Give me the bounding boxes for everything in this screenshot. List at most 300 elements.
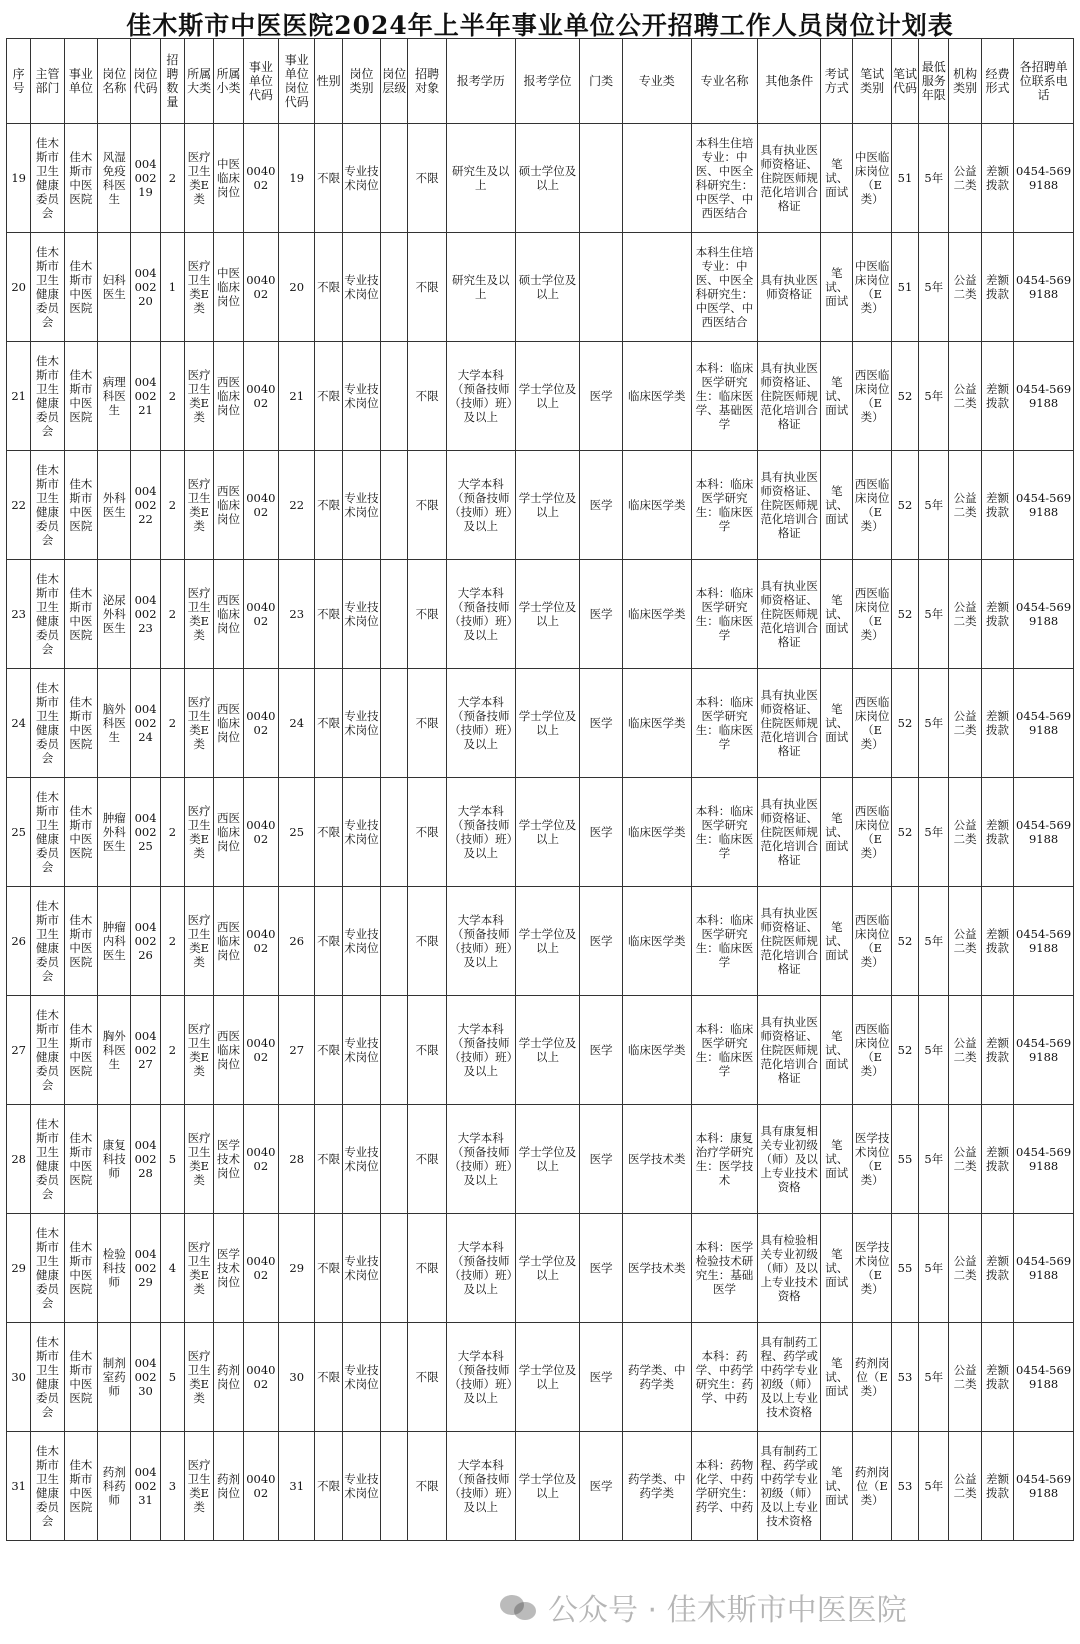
- column-header: 考试方式: [821, 39, 853, 124]
- table-row: [7, 451, 1074, 560]
- table-cell: 2: [160, 342, 184, 451]
- table-cell: 004002: [243, 887, 278, 996]
- table-cell: 佳木斯市卫生健康委员会: [31, 1323, 64, 1432]
- table-body: [7, 124, 1074, 1541]
- table-cell: 硕士学位及以上: [515, 124, 580, 233]
- table-cell: 52: [891, 996, 918, 1105]
- table-row: [7, 887, 1074, 996]
- column-header: 主管部门: [31, 39, 64, 124]
- table-cell: 大学本科（预备技师（技师）班）及以上: [446, 778, 515, 887]
- table-cell: 004002: [243, 778, 278, 887]
- table-cell: 佳木斯市中医医院: [64, 669, 97, 778]
- table-cell: 不限: [408, 342, 446, 451]
- table-cell: 研究生及以上: [446, 124, 515, 233]
- table-cell: 004002: [243, 1105, 278, 1214]
- table-cell: 学士学位及以上: [515, 1432, 580, 1541]
- table-cell: 0454-5699188: [1014, 124, 1074, 233]
- table-cell: 具有执业医师资格证、住院医师规范化培训合格证: [758, 778, 821, 887]
- table-cell: 西医临床岗位（E类）: [853, 996, 891, 1105]
- table-cell: 临床医学类: [622, 342, 691, 451]
- table-cell: 笔试、面试: [821, 1105, 853, 1214]
- table-cell: 学士学位及以上: [515, 1105, 580, 1214]
- table-cell: 医疗卫生类E类: [184, 233, 213, 342]
- table-cell: 不限: [408, 669, 446, 778]
- table-cell: 医疗卫生类E类: [184, 887, 213, 996]
- table-cell: 佳木斯市中医医院: [64, 233, 97, 342]
- table-cell: 本科：临床医学研究生：临床医学: [691, 887, 758, 996]
- table-cell: 本科：临床医学研究生：临床医学、基础医学: [691, 342, 758, 451]
- table-cell: 学士学位及以上: [515, 1214, 580, 1323]
- table-cell: 笔试、面试: [821, 778, 853, 887]
- table-cell: 5年: [919, 342, 949, 451]
- table-cell: 不限: [315, 233, 342, 342]
- table-cell: 笔试、面试: [821, 451, 853, 560]
- table-cell: 专业技术岗位: [342, 560, 380, 669]
- table-cell: 不限: [408, 1105, 446, 1214]
- table-cell: 学士学位及以上: [515, 996, 580, 1105]
- table-cell: 不限: [315, 778, 342, 887]
- table-cell: 公益二类: [949, 451, 981, 560]
- table-cell: 差额拨款: [981, 996, 1013, 1105]
- table-cell: 0454-5699188: [1014, 1323, 1074, 1432]
- table-cell: [580, 124, 622, 233]
- table-cell: 差额拨款: [981, 560, 1013, 669]
- table-cell: 22: [279, 451, 315, 560]
- table-cell: 52: [891, 342, 918, 451]
- table-cell: 笔试、面试: [821, 669, 853, 778]
- table-cell: 00400228: [131, 1105, 160, 1214]
- table-cell: 佳木斯市中医医院: [64, 1105, 97, 1214]
- table-cell: 23: [279, 560, 315, 669]
- table-cell: 53: [891, 1432, 918, 1541]
- table-cell: 佳木斯市卫生健康委员会: [31, 1214, 64, 1323]
- table-cell: 28: [7, 1105, 31, 1214]
- table-cell: 24: [7, 669, 31, 778]
- table-cell: 55: [891, 1105, 918, 1214]
- wechat-logo-icon: [500, 1593, 538, 1621]
- table-cell: 医学技术类: [622, 1105, 691, 1214]
- table-cell: 专业技术岗位: [342, 778, 380, 887]
- table-cell: 31: [279, 1432, 315, 1541]
- table-cell: 佳木斯市卫生健康委员会: [31, 233, 64, 342]
- table-cell: 55: [891, 1214, 918, 1323]
- column-header: 事业单位代码: [243, 39, 278, 124]
- table-cell: 学士学位及以上: [515, 451, 580, 560]
- table-cell: 具有执业医师资格证、住院医师规范化培训合格证: [758, 124, 821, 233]
- table-cell: [381, 451, 408, 560]
- table-cell: 5: [160, 1105, 184, 1214]
- column-header: 事业单位岗位代码: [279, 39, 315, 124]
- table-cell: 00400219: [131, 124, 160, 233]
- table-cell: 0454-5699188: [1014, 560, 1074, 669]
- table-cell: 佳木斯市卫生健康委员会: [31, 342, 64, 451]
- column-header: 各招聘单位联系电话: [1014, 39, 1074, 124]
- table-cell: 公益二类: [949, 1105, 981, 1214]
- table-cell: 大学本科（预备技师（技师）班）及以上: [446, 887, 515, 996]
- table-cell: 差额拨款: [981, 233, 1013, 342]
- table-cell: 公益二类: [949, 1214, 981, 1323]
- table-cell: 药剂岗位: [214, 1323, 243, 1432]
- table-cell: 具有制药工程、药学或中药学专业初级（师）及以上专业技术资格: [758, 1323, 821, 1432]
- table-cell: 医疗卫生类E类: [184, 1105, 213, 1214]
- table-cell: 医学: [580, 996, 622, 1105]
- table-cell: [622, 124, 691, 233]
- table-cell: 医疗卫生类E类: [184, 778, 213, 887]
- table-cell: 2: [160, 669, 184, 778]
- column-header: 性别: [315, 39, 342, 124]
- table-cell: 学士学位及以上: [515, 1323, 580, 1432]
- table-cell: [381, 887, 408, 996]
- table-cell: 临床医学类: [622, 778, 691, 887]
- column-header: 招聘对象: [408, 39, 446, 124]
- table-cell: 佳木斯市中医医院: [64, 342, 97, 451]
- table-cell: 医疗卫生类E类: [184, 669, 213, 778]
- table-cell: 具有执业医师资格证: [758, 233, 821, 342]
- table-cell: 25: [7, 778, 31, 887]
- table-cell: 具有执业医师资格证、住院医师规范化培训合格证: [758, 560, 821, 669]
- table-row: [7, 996, 1074, 1105]
- table-cell: 本科：临床医学研究生：临床医学: [691, 451, 758, 560]
- table-cell: 公益二类: [949, 778, 981, 887]
- table-cell: 5年: [919, 669, 949, 778]
- table-cell: 医学技术岗位: [214, 1105, 243, 1214]
- table-cell: 0454-5699188: [1014, 669, 1074, 778]
- page-title: 佳木斯市中医医院2024年上半年事业单位公开招聘工作人员岗位计划表: [126, 11, 954, 40]
- table-cell: 24: [279, 669, 315, 778]
- column-header: 所属小类: [214, 39, 243, 124]
- table-cell: 52: [891, 669, 918, 778]
- table-cell: 公益二类: [949, 1432, 981, 1541]
- table-cell: 专业技术岗位: [342, 451, 380, 560]
- table-cell: 00400231: [131, 1432, 160, 1541]
- table-cell: 不限: [315, 669, 342, 778]
- table-cell: 本科：药学、中药学研究生：药学、中药: [691, 1323, 758, 1432]
- table-cell: 21: [7, 342, 31, 451]
- column-header: 事业单位: [64, 39, 97, 124]
- table-cell: 药学类、中药学类: [622, 1432, 691, 1541]
- table-cell: 29: [7, 1214, 31, 1323]
- table-cell: 30: [7, 1323, 31, 1432]
- table-cell: 0454-5699188: [1014, 887, 1074, 996]
- table-cell: 1: [160, 233, 184, 342]
- table-cell: 专业技术岗位: [342, 887, 380, 996]
- table-cell: 大学本科（预备技师（技师）班）及以上: [446, 560, 515, 669]
- table-cell: 佳木斯市中医医院: [64, 451, 97, 560]
- table-cell: 制剂室药师: [98, 1323, 131, 1432]
- watermark-text: 公众号 · 佳木斯市中医医院: [548, 1593, 907, 1628]
- table-cell: 佳木斯市卫生健康委员会: [31, 996, 64, 1105]
- table-cell: 专业技术岗位: [342, 233, 380, 342]
- table-cell: 5年: [919, 451, 949, 560]
- column-header: 报考学历: [446, 39, 515, 124]
- table-cell: 20: [279, 233, 315, 342]
- table-cell: 硕士学位及以上: [515, 233, 580, 342]
- table-row: [7, 124, 1074, 233]
- table-cell: 西医临床岗位: [214, 887, 243, 996]
- table-cell: [381, 124, 408, 233]
- table-cell: 具有执业医师资格证、住院医师规范化培训合格证: [758, 342, 821, 451]
- table-cell: 不限: [408, 1214, 446, 1323]
- watermark: [500, 1585, 907, 1629]
- table-cell: 0454-5699188: [1014, 342, 1074, 451]
- column-header: 经费形式: [981, 39, 1013, 124]
- table-cell: 佳木斯市卫生健康委员会: [31, 887, 64, 996]
- table-cell: 不限: [408, 1323, 446, 1432]
- table-cell: 公益二类: [949, 560, 981, 669]
- table-cell: 30: [279, 1323, 315, 1432]
- table-cell: 差额拨款: [981, 1323, 1013, 1432]
- table-cell: [381, 233, 408, 342]
- table-cell: 西医临床岗位（E类）: [853, 342, 891, 451]
- column-header: 岗位类别: [342, 39, 380, 124]
- table-cell: 2: [160, 451, 184, 560]
- table-cell: 具有执业医师资格证、住院医师规范化培训合格证: [758, 996, 821, 1105]
- table-cell: 5年: [919, 1105, 949, 1214]
- table-cell: 医学: [580, 1432, 622, 1541]
- table-cell: 临床医学类: [622, 451, 691, 560]
- table-cell: 公益二类: [949, 887, 981, 996]
- table-cell: 00400224: [131, 669, 160, 778]
- table-cell: 公益二类: [949, 996, 981, 1105]
- table-cell: 医疗卫生类E类: [184, 1323, 213, 1432]
- table-cell: 笔试、面试: [821, 1323, 853, 1432]
- table-cell: 00400222: [131, 451, 160, 560]
- table-cell: 不限: [408, 887, 446, 996]
- table-cell: 不限: [315, 1432, 342, 1541]
- table-cell: 5年: [919, 233, 949, 342]
- table-cell: 学士学位及以上: [515, 778, 580, 887]
- table-cell: 差额拨款: [981, 124, 1013, 233]
- table-row: [7, 233, 1074, 342]
- table-cell: 医学技术岗位（E类）: [853, 1214, 891, 1323]
- table-cell: 药剂岗位: [214, 1432, 243, 1541]
- table-cell: 西医临床岗位（E类）: [853, 669, 891, 778]
- table-cell: 52: [891, 451, 918, 560]
- table-cell: 不限: [408, 996, 446, 1105]
- table-cell: 西医临床岗位（E类）: [853, 778, 891, 887]
- table-cell: 21: [279, 342, 315, 451]
- table-cell: 差额拨款: [981, 669, 1013, 778]
- table-cell: 2: [160, 124, 184, 233]
- column-header: 所属大类: [184, 39, 213, 124]
- column-header: 笔试类别: [853, 39, 891, 124]
- table-cell: 具有执业医师资格证、住院医师规范化培训合格证: [758, 887, 821, 996]
- table-cell: 临床医学类: [622, 996, 691, 1105]
- table-cell: 西医临床岗位: [214, 451, 243, 560]
- table-cell: 004002: [243, 669, 278, 778]
- table-cell: 5年: [919, 1323, 949, 1432]
- column-header: 报考学位: [515, 39, 580, 124]
- table-cell: [381, 1323, 408, 1432]
- table-cell: 佳木斯市中医医院: [64, 887, 97, 996]
- table-cell: 不限: [315, 342, 342, 451]
- table-cell: 医学: [580, 778, 622, 887]
- table-cell: 5年: [919, 996, 949, 1105]
- table-cell: 具有康复相关专业初级（师）及以上专业技术资格: [758, 1105, 821, 1214]
- table-cell: 本科：临床医学研究生：临床医学: [691, 669, 758, 778]
- table-cell: 笔试、面试: [821, 1214, 853, 1323]
- table-cell: 佳木斯市卫生健康委员会: [31, 560, 64, 669]
- table-cell: 药学类、中药学类: [622, 1323, 691, 1432]
- table-cell: 佳木斯市中医医院: [64, 996, 97, 1105]
- table-cell: 公益二类: [949, 669, 981, 778]
- table-cell: 004002: [243, 233, 278, 342]
- table-cell: 风湿免疫科医生: [98, 124, 131, 233]
- table-cell: 西医临床岗位（E类）: [853, 887, 891, 996]
- table-cell: 专业技术岗位: [342, 1432, 380, 1541]
- table-cell: 52: [891, 887, 918, 996]
- table-cell: [381, 560, 408, 669]
- column-header: 招聘数量: [160, 39, 184, 124]
- table-cell: 肿瘤内科医生: [98, 887, 131, 996]
- table-cell: 00400227: [131, 996, 160, 1105]
- table-cell: 差额拨款: [981, 1214, 1013, 1323]
- table-cell: 29: [279, 1214, 315, 1323]
- table-cell: 不限: [315, 1105, 342, 1214]
- table-cell: 00400229: [131, 1214, 160, 1323]
- table-cell: 笔试、面试: [821, 887, 853, 996]
- table-cell: 不限: [315, 560, 342, 669]
- table-cell: 临床医学类: [622, 887, 691, 996]
- table-cell: 51: [891, 233, 918, 342]
- table-cell: [381, 996, 408, 1105]
- table-cell: 22: [7, 451, 31, 560]
- table-cell: 53: [891, 1323, 918, 1432]
- table-cell: 医学: [580, 451, 622, 560]
- table-cell: 004002: [243, 996, 278, 1105]
- table-cell: [381, 1214, 408, 1323]
- recruitment-plan-table: [6, 38, 1074, 1541]
- table-cell: 本科：临床医学研究生：临床医学: [691, 560, 758, 669]
- column-header: 专业类: [622, 39, 691, 124]
- table-cell: 26: [279, 887, 315, 996]
- table-cell: 5年: [919, 887, 949, 996]
- table-cell: 0454-5699188: [1014, 451, 1074, 560]
- table-cell: 23: [7, 560, 31, 669]
- table-cell: 2: [160, 560, 184, 669]
- table-cell: 26: [7, 887, 31, 996]
- table-cell: 泌尿外科医生: [98, 560, 131, 669]
- table-cell: 肿瘤外科医生: [98, 778, 131, 887]
- table-cell: 2: [160, 887, 184, 996]
- table-cell: 佳木斯市卫生健康委员会: [31, 1432, 64, 1541]
- table-cell: [381, 669, 408, 778]
- table-row: [7, 342, 1074, 451]
- table-cell: 脑外科医生: [98, 669, 131, 778]
- column-header: 专业名称: [691, 39, 758, 124]
- table-cell: 004002: [243, 1323, 278, 1432]
- table-cell: 学士学位及以上: [515, 560, 580, 669]
- table-cell: 31: [7, 1432, 31, 1541]
- table-cell: 3: [160, 1432, 184, 1541]
- table-cell: 5年: [919, 1432, 949, 1541]
- table-cell: 004002: [243, 451, 278, 560]
- table-cell: 临床医学类: [622, 669, 691, 778]
- table-cell: 笔试、面试: [821, 560, 853, 669]
- table-cell: 佳木斯市卫生健康委员会: [31, 124, 64, 233]
- column-header: 门类: [580, 39, 622, 124]
- table-cell: 19: [279, 124, 315, 233]
- table-cell: 不限: [315, 1323, 342, 1432]
- table-cell: 妇科医生: [98, 233, 131, 342]
- table-cell: 大学本科（预备技师（技师）班）及以上: [446, 996, 515, 1105]
- table-cell: 学士学位及以上: [515, 669, 580, 778]
- table-row: [7, 669, 1074, 778]
- table-cell: 0454-5699188: [1014, 996, 1074, 1105]
- table-cell: 医疗卫生类E类: [184, 124, 213, 233]
- column-header: 岗位代码: [131, 39, 160, 124]
- table-cell: 临床医学类: [622, 560, 691, 669]
- table-header-row: [7, 39, 1074, 124]
- table-cell: 康复科技师: [98, 1105, 131, 1214]
- table-cell: 专业技术岗位: [342, 124, 380, 233]
- table-cell: 公益二类: [949, 1323, 981, 1432]
- column-header: 岗位名称: [98, 39, 131, 124]
- table-cell: 不限: [315, 1214, 342, 1323]
- table-cell: 具有制药工程、药学或中药学专业初级（师）及以上专业技术资格: [758, 1432, 821, 1541]
- table-cell: 西医临床岗位: [214, 669, 243, 778]
- table-cell: 中医临床岗位: [214, 233, 243, 342]
- column-header: 岗位层级: [381, 39, 408, 124]
- table-cell: 00400223: [131, 560, 160, 669]
- table-cell: 中医临床岗位（E类）: [853, 124, 891, 233]
- table-cell: [381, 1432, 408, 1541]
- table-cell: 19: [7, 124, 31, 233]
- table-cell: 中医临床岗位（E类）: [853, 233, 891, 342]
- table-cell: 佳木斯市中医医院: [64, 560, 97, 669]
- table-cell: 胸外科医生: [98, 996, 131, 1105]
- table-cell: 大学本科（预备技师（技师）班）及以上: [446, 451, 515, 560]
- table-cell: 大学本科（预备技师（技师）班）及以上: [446, 342, 515, 451]
- table-cell: 医疗卫生类E类: [184, 1432, 213, 1541]
- table-cell: 本科：临床医学研究生：临床医学: [691, 778, 758, 887]
- table-cell: 27: [279, 996, 315, 1105]
- table-cell: 004002: [243, 124, 278, 233]
- table-cell: 差额拨款: [981, 342, 1013, 451]
- table-cell: 5年: [919, 778, 949, 887]
- table-cell: [622, 233, 691, 342]
- table-cell: 0454-5699188: [1014, 1214, 1074, 1323]
- table-cell: 不限: [408, 1432, 446, 1541]
- table-cell: 25: [279, 778, 315, 887]
- table-cell: 不限: [315, 451, 342, 560]
- table-cell: 0454-5699188: [1014, 778, 1074, 887]
- table-cell: 笔试、面试: [821, 342, 853, 451]
- table-cell: 药剂岗位（E类）: [853, 1432, 891, 1541]
- table-cell: 不限: [315, 996, 342, 1105]
- table-cell: 52: [891, 778, 918, 887]
- table-cell: 不限: [408, 778, 446, 887]
- table-cell: 佳木斯市中医医院: [64, 778, 97, 887]
- table-cell: 004002: [243, 1432, 278, 1541]
- table-cell: 医疗卫生类E类: [184, 560, 213, 669]
- table-cell: 笔试、面试: [821, 124, 853, 233]
- table-cell: 笔试、面试: [821, 996, 853, 1105]
- table-cell: 00400220: [131, 233, 160, 342]
- column-header: 机构类别: [949, 39, 981, 124]
- table-cell: 大学本科（预备技师（技师）班）及以上: [446, 1432, 515, 1541]
- table-cell: 外科医生: [98, 451, 131, 560]
- table-cell: 佳木斯市卫生健康委员会: [31, 778, 64, 887]
- table-cell: 佳木斯市中医医院: [64, 124, 97, 233]
- table-cell: 医学技术类: [622, 1214, 691, 1323]
- table-cell: 不限: [408, 233, 446, 342]
- table-cell: 检验科技师: [98, 1214, 131, 1323]
- table-cell: 西医临床岗位（E类）: [853, 451, 891, 560]
- table-cell: 医疗卫生类E类: [184, 451, 213, 560]
- table-cell: 大学本科（预备技师（技师）班）及以上: [446, 1214, 515, 1323]
- table-cell: 西医临床岗位: [214, 560, 243, 669]
